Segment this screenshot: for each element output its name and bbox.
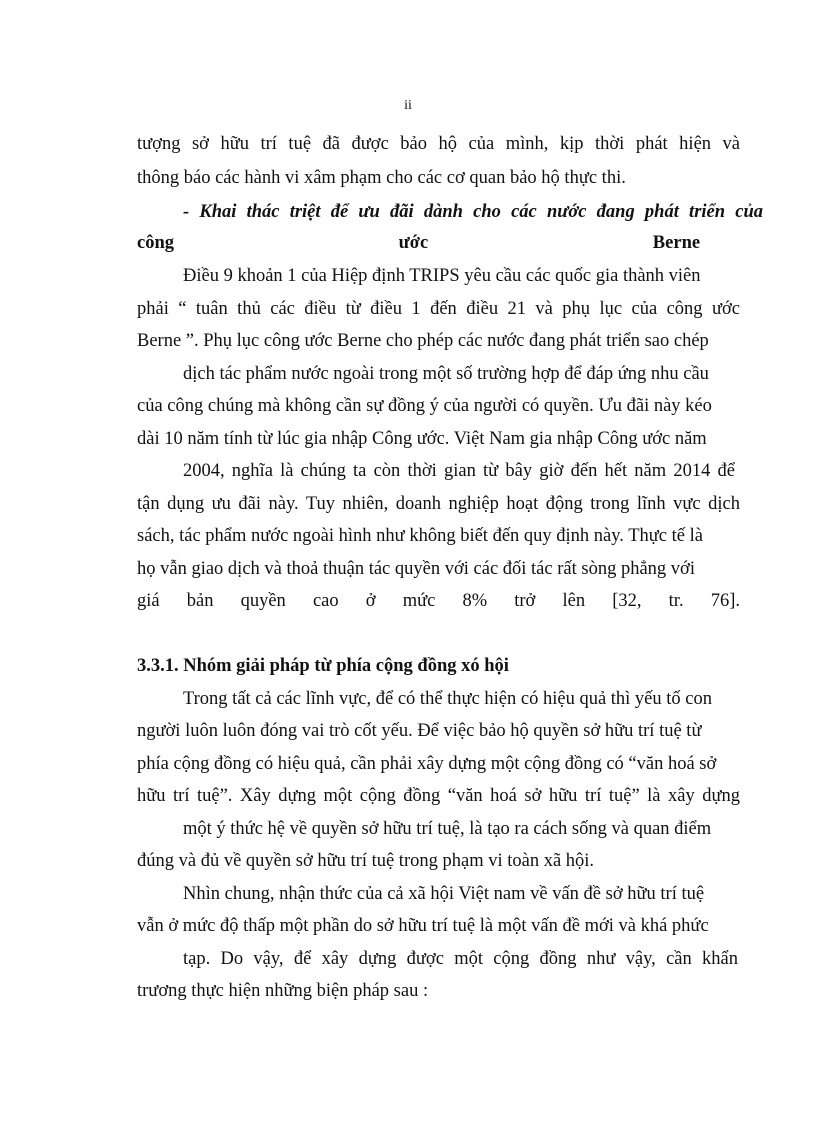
text-line: vẫn ở mức độ thấp một phần do sở hữu trí tuệ là một vấn đề mới và khá phức <box>137 916 709 936</box>
text-line: họ vẫn giao dịch và thoả thuận tác quyền với các đối tác rất sòng phẳng với <box>137 559 695 579</box>
subheading-continuation: công ước Berne <box>137 233 701 253</box>
subheading-line-2 <box>137 231 740 255</box>
page-number: ii <box>404 98 412 113</box>
text-line: Berne ”. Phụ lục công ước Berne cho phép các nước đang phát triển sao chép <box>137 331 709 351</box>
text-line: Nhìn chung, nhận thức của cả xã hội Việt nam về vấn đề sở hữu trí tuệ <box>183 884 705 904</box>
text-line: đúng và đủ về quyền sở hữu trí tuệ trong phạm vi toàn xã hội. <box>137 851 595 871</box>
section-heading: 3.3.1. Nhóm giải pháp từ phía cộng đồng xó hội <box>137 656 509 676</box>
text-line: phía cộng đồng có hiệu quả, cần phải xây dựng một cộng đồng có “văn hoá sở <box>137 754 717 774</box>
text-line: tượng sở hữu trí tuệ đã được bảo hộ của mình, kịp thời phát hiện và <box>137 134 740 154</box>
text-line: trương thực hiện những biện pháp sau : <box>137 981 429 1001</box>
text-line: hữu trí tuệ”. Xây dựng một cộng đồng “văn hoá sở hữu trí tuệ” là xây dựng <box>137 786 740 806</box>
text-line: tạp. Do vậy, để xây dựng được một cộng đồng như vậy, cần khẩn <box>183 949 738 969</box>
text-line: giá bản quyền cao ở mức 8% trở lên [32, tr. 76]. <box>137 591 740 611</box>
text-line: Trong tất cả các lĩnh vực, để có thể thực hiện có hiệu quả thì yếu tố con <box>183 689 712 709</box>
text-line: dài 10 năm tính từ lúc gia nhập Công ước. Việt Nam gia nhập Công ước năm <box>137 429 707 449</box>
text-line: Điều 9 khoản 1 của Hiệp định TRIPS yêu cầu các quốc gia thành viên <box>183 266 701 286</box>
subheading-line: - Khai thác triệt để ưu đãi dành cho các nước đang phát triển của <box>183 202 763 222</box>
text-line: người luôn luôn đóng vai trò cốt yếu. Để việc bảo hộ quyền sở hữu trí tuệ từ <box>137 721 702 741</box>
text-line: tận dụng ưu đãi này. Tuy nhiên, doanh nghiệp hoạt động trong lĩnh vực dịch <box>137 494 740 514</box>
text-line: thông báo các hành vi xâm phạm cho các cơ quan bảo hộ thực thi. <box>137 168 626 188</box>
text-line: một ý thức hệ về quyền sở hữu trí tuệ, là tạo ra cách sống và quan điểm <box>183 819 712 839</box>
text-line: phải “ tuân thủ các điều từ điều 1 đến điều 21 và phụ lục của công ước <box>137 299 740 319</box>
text-line: 2004, nghĩa là chúng ta còn thời gian từ bây giờ đến hết năm 2014 để <box>183 461 735 481</box>
text-line: của công chúng mà không cần sự đồng ý của người có quyền. Ưu đãi này kéo <box>137 396 712 416</box>
text-line: dịch tác phẩm nước ngoài trong một số trường hợp để đáp ứng nhu cầu <box>183 364 709 384</box>
text-line: sách, tác phẩm nước ngoài hình như không biết đến quy định này. Thực tế là <box>137 526 703 546</box>
